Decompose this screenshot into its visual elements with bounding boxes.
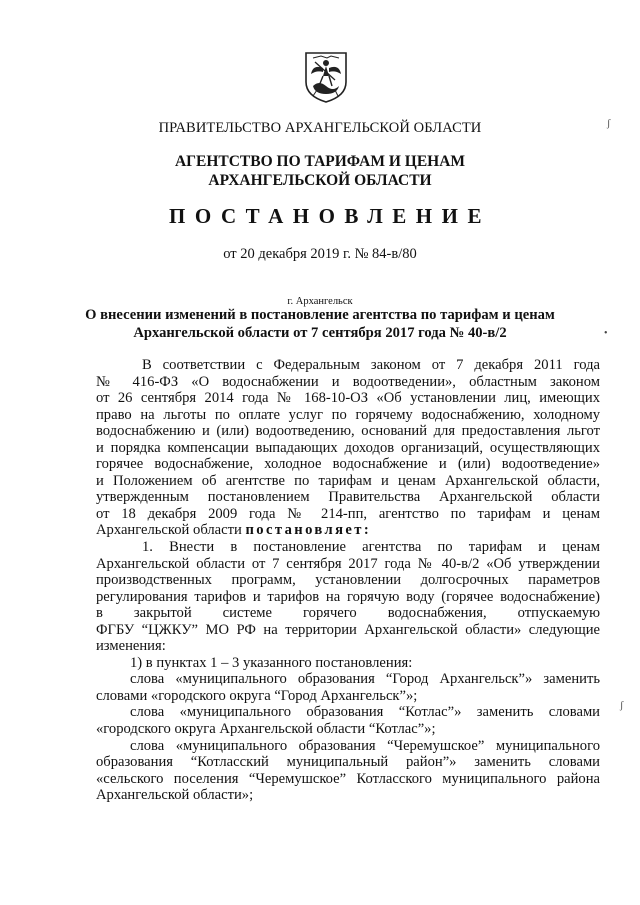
text-line: Архангельской области от 7 сентября 2017 года № 40-в/2 «Об утверждении <box>96 555 600 572</box>
document-subject <box>0 306 640 342</box>
text-line: горячее водоснабжение, холодное водоснабжение и (или) водоотведение» <box>96 456 600 473</box>
text-line: слова «муниципального образования “Котлас”» заменить словами <box>130 704 600 721</box>
text-line: словами «городского округа “Город Архангельск”»; <box>96 687 418 704</box>
text-line <box>96 522 600 539</box>
document-type-title: ПОСТАНОВЛЕНИЕ <box>169 204 491 228</box>
text-line: «городского округа Архангельской области “Котлас”»; <box>96 721 436 738</box>
text-line: от 26 сентября 2014 года № 168-10-ОЗ «Об установлении лиц, имеющих <box>96 390 600 407</box>
text-line: и порядка компенсации выпадающих доходов организаций, осуществляющих <box>96 439 600 456</box>
document-city: г. Архангельск <box>287 296 353 307</box>
text-line: право на льготы по оплате услуг по горячему водоснабжению, холодному <box>96 406 600 423</box>
text-line: № 416-ФЗ «О водоснабжении и водоотведении», областным законом <box>96 373 600 390</box>
text-line: в закрытой системе горячего водоснабжения, отпускаемую <box>96 605 600 622</box>
text-line: 1. Внести в постановление агентства по тарифам и ценам <box>142 539 600 556</box>
text-line: образования “Котласский муниципальный район”» заменить словами <box>96 754 600 771</box>
agency-name-line1: АГЕНТСТВО ПО ТАРИФАМ И ЦЕНАМ <box>174 153 466 170</box>
paragraph-item-1 <box>96 539 600 655</box>
scan-mark: ʃ <box>620 700 624 711</box>
scan-mark: ʃ <box>607 118 611 129</box>
text-fragment: Архангельской области <box>96 522 246 539</box>
agency-name <box>0 152 640 190</box>
paragraph-replacement-3 <box>96 738 600 804</box>
subitem-1-heading: 1) в пунктах 1 – 3 указанного постановления: <box>130 654 413 671</box>
text-line: и Положением об агентстве по тарифам и ценам Архангельской области, <box>96 472 600 489</box>
text-line: слова «муниципального образования “Город Архангельск”» заменить <box>130 671 600 688</box>
text-line: слова «муниципального образования “Черемушское” муниципального <box>130 737 600 754</box>
paragraph-replacement-1 <box>96 671 600 704</box>
coat-of-arms-emblem <box>301 50 351 104</box>
government-name: ПРАВИТЕЛЬСТВО АРХАНГЕЛЬСКОЙ ОБЛАСТИ <box>158 120 482 136</box>
subject-line2: Архангельской области от 7 сентября 2017 года № 40-в/2 <box>133 325 507 341</box>
text-line: от 18 декабря 2009 года № 214-пп, агентство по тарифам и ценам <box>96 505 600 522</box>
document-date-number: от 20 декабря 2019 г. № 84-в/80 <box>223 246 417 262</box>
text-line: производственных программ, установлении долгосрочных параметров <box>96 572 600 589</box>
text-line: Архангельской области»; <box>96 787 254 804</box>
text-line: регулирования тарифов и тарифов на горячую воду (горячее водоснабжение) <box>96 588 600 605</box>
text-line: ФГБУ “ЦЖКУ” МО РФ на территории Архангельской области» следующие <box>96 621 600 638</box>
text-line: «сельского поселения “Черемушское” Котласского муниципального района <box>96 770 600 787</box>
text-line: В соответствии с Федеральным законом от 7 декабря 2011 года <box>142 357 600 373</box>
agency-name-line2: АРХАНГЕЛЬСКОЙ ОБЛАСТИ <box>208 172 432 189</box>
subject-line1: О внесении изменений в постановление агентства по тарифам и ценам <box>85 307 555 323</box>
text-line: водоснабжению и (или) водоотведению, оснований для предоставления льгот <box>96 423 600 440</box>
document-body <box>96 357 600 804</box>
paragraph-replacement-2 <box>96 704 600 737</box>
text-line: утвержденным постановлением Правительства Архангельской области <box>96 489 600 506</box>
scan-mark: • <box>604 328 608 339</box>
resolution-keyword: постановляет: <box>245 522 372 539</box>
text-line: изменения: <box>96 638 166 655</box>
paragraph-preamble <box>96 357 600 539</box>
